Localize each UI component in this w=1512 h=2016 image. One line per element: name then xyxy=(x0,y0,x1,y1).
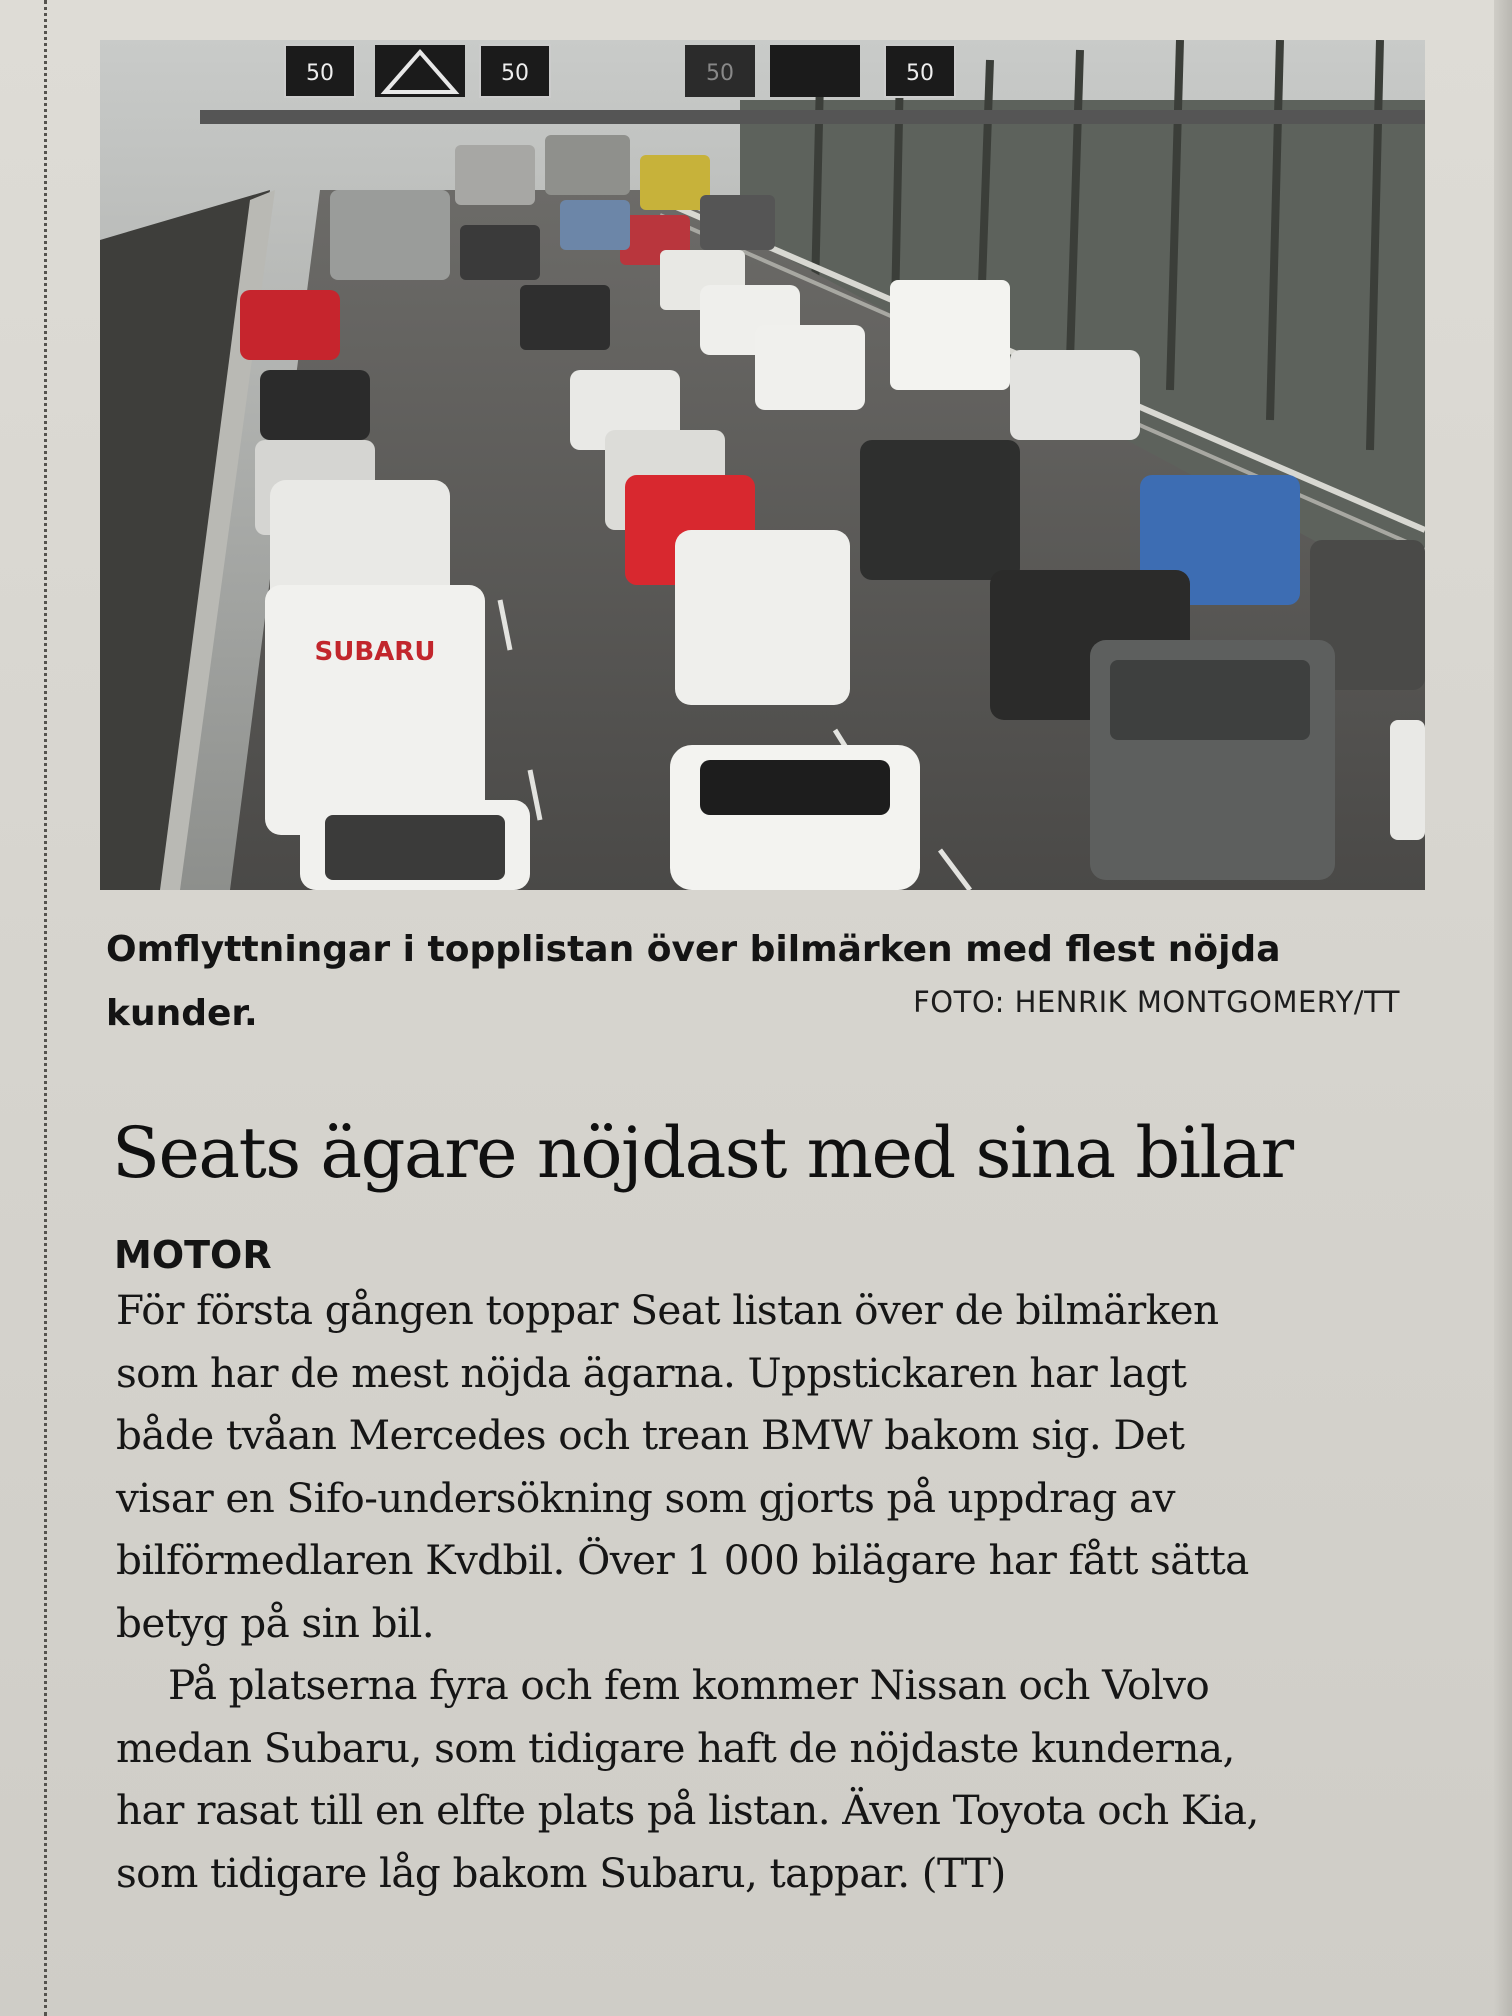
van-logo: SUBARU xyxy=(314,637,436,667)
body-line: betyg på sin bil. xyxy=(116,1598,434,1647)
body-line: medan Subaru, som tidigare haft de nöjdaste kunderna, xyxy=(116,1723,1235,1772)
speed-sign-4: 50 xyxy=(906,61,934,86)
traffic-photo xyxy=(100,40,1425,890)
body-line: visar en Sifo-undersökning som gjorts på uppdrag av xyxy=(116,1473,1175,1522)
speed-sign-3: 50 xyxy=(706,61,734,86)
article-headline: Seats ägare nöjdast med sina bilar xyxy=(112,1112,1293,1194)
body-line: som har de mest nöjda ägarna. Uppstickaren har lagt xyxy=(116,1348,1187,1397)
dotted-cut-line xyxy=(44,0,47,2016)
photo-caption xyxy=(106,918,1406,1046)
photo-credit: FOTO: HENRIK MONTGOMERY/TT xyxy=(913,985,1400,1019)
body-line: På platserna fyra och fem kommer Nissan och Volvo xyxy=(168,1661,1210,1709)
caption-line-1: Omflyttningar i topplistan över bilmärken med flest nöjda xyxy=(106,929,1281,970)
article-body xyxy=(116,1279,1406,1904)
speed-sign-2: 50 xyxy=(501,61,529,86)
caption-line-2: kunder. xyxy=(106,993,258,1034)
body-line: som tidigare låg bakom Subaru, tappar. (TT) xyxy=(116,1848,1006,1897)
body-line: har rasat till en elfte plats på listan. Även Toyota och Kia, xyxy=(116,1786,1259,1834)
article-kicker: MOTOR xyxy=(114,1233,272,1277)
traffic-photo-illustration xyxy=(100,40,1425,890)
body-line: både tvåan Mercedes och trean BMW bakom sig. Det xyxy=(116,1411,1185,1459)
speed-sign-1: 50 xyxy=(306,61,334,86)
page-edge xyxy=(1494,0,1512,2016)
body-line: bilförmedlaren Kvdbil. Över 1 000 bilägare har fått sätta xyxy=(116,1536,1249,1584)
body-line: För första gången toppar Seat listan över de bilmärken xyxy=(116,1286,1219,1334)
